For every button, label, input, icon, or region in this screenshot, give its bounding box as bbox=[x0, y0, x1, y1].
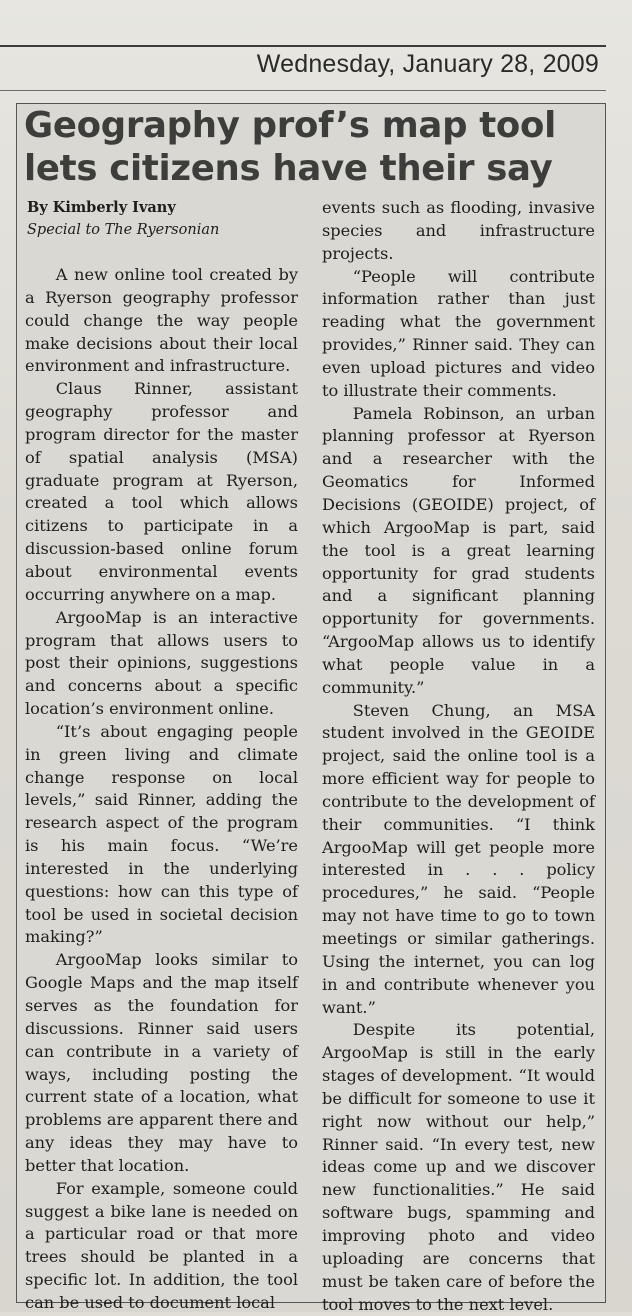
date-rule bbox=[0, 90, 606, 91]
article-paragraph: Despite its potential, ArgooMap is still in the early stages of development. “It would be difficult for someone to use it right now without our help,” Rinner said. “In every test, new ideas come up and we discover new functionalities.” He said software bugs, spamming and improving photo and video uploading are concerns that must be taken care of before the tool moves to the next level. bbox=[322, 1020, 595, 1314]
article-paragraph: For example, someone could suggest a bike lane is needed on a particular road or that more trees should be planted in a specific lot. In addition, the tool can be used to document local bbox=[25, 1178, 298, 1312]
article-paragraph: Claus Rinner, assistant geography professor and program director for the master of spatial analysis (MSA) graduate program at Ryerson, created a tool which allows citizens to participate in a discussion-based online forum about environmental events occurring anywhere on a map. bbox=[25, 379, 298, 604]
article-paragraph: Steven Chung, an MSA student involved in the GEOIDE project, said the online tool is a more efficient way for people to contribute to the development of their communities. “I think ArgooMap will get people more interested in . . . policy procedures,” he said. “People may not have time to go to town meetings or similar gatherings. Using the internet, you can log in and contribute whenever you want.” bbox=[322, 700, 595, 1017]
article-paragraph: “People will contribute information rather than just reading what the government provides,” Rinner said. They can even upload pictures and video to illustrate their comments. bbox=[322, 266, 595, 400]
byline-author: By Kimberly Ivany bbox=[27, 199, 176, 216]
article-headline: Geography prof’s map tool lets citizens have their say bbox=[24, 105, 556, 189]
article-paragraph-continued: events such as flooding, invasive species and infrastructure projects. bbox=[322, 198, 595, 263]
dateline: Wednesday, January 28, 2009 bbox=[256, 50, 599, 78]
article-column-right bbox=[322, 197, 595, 1316]
article-paragraph: “It’s about engaging people in green living and climate change response on local levels,” said Rinner, adding the research aspect of the program is his main focus. “We’re interested in the underlying questions: how can this type of tool be used in societal decision making?” bbox=[25, 721, 298, 947]
byline bbox=[27, 197, 219, 241]
article-paragraph: ArgooMap looks similar to Google Maps and the map itself serves as the foundation for discussions. Rinner said users can contribute in a variety of ways, including posting the current state of a location, what problems are apparent there and any ideas they may have to better that location. bbox=[25, 950, 298, 1175]
article-paragraph: Pamela Robinson, an urban planning professor at Ryerson and a researcher with the Geomatics for Informed Decisions (GEOIDE) project, of which ArgooMap is part, said the tool is a great learning opportunity for grad students and a significant planning opportunity for governments. “ArgooMap allows us to identify what people value in a community.” bbox=[322, 403, 595, 697]
top-rule bbox=[0, 45, 606, 47]
article-column-left bbox=[25, 264, 298, 1315]
article-paragraph: A new online tool created by a Ryerson geography professor could change the way people make decisions about their local environment and infrastructure. bbox=[25, 265, 298, 376]
article-paragraph: ArgooMap is an interactive program that allows users to post their opinions, suggestions and concerns about a specific location’s environment online. bbox=[25, 607, 298, 719]
byline-affiliation: Special to The Ryersonian bbox=[27, 222, 220, 238]
